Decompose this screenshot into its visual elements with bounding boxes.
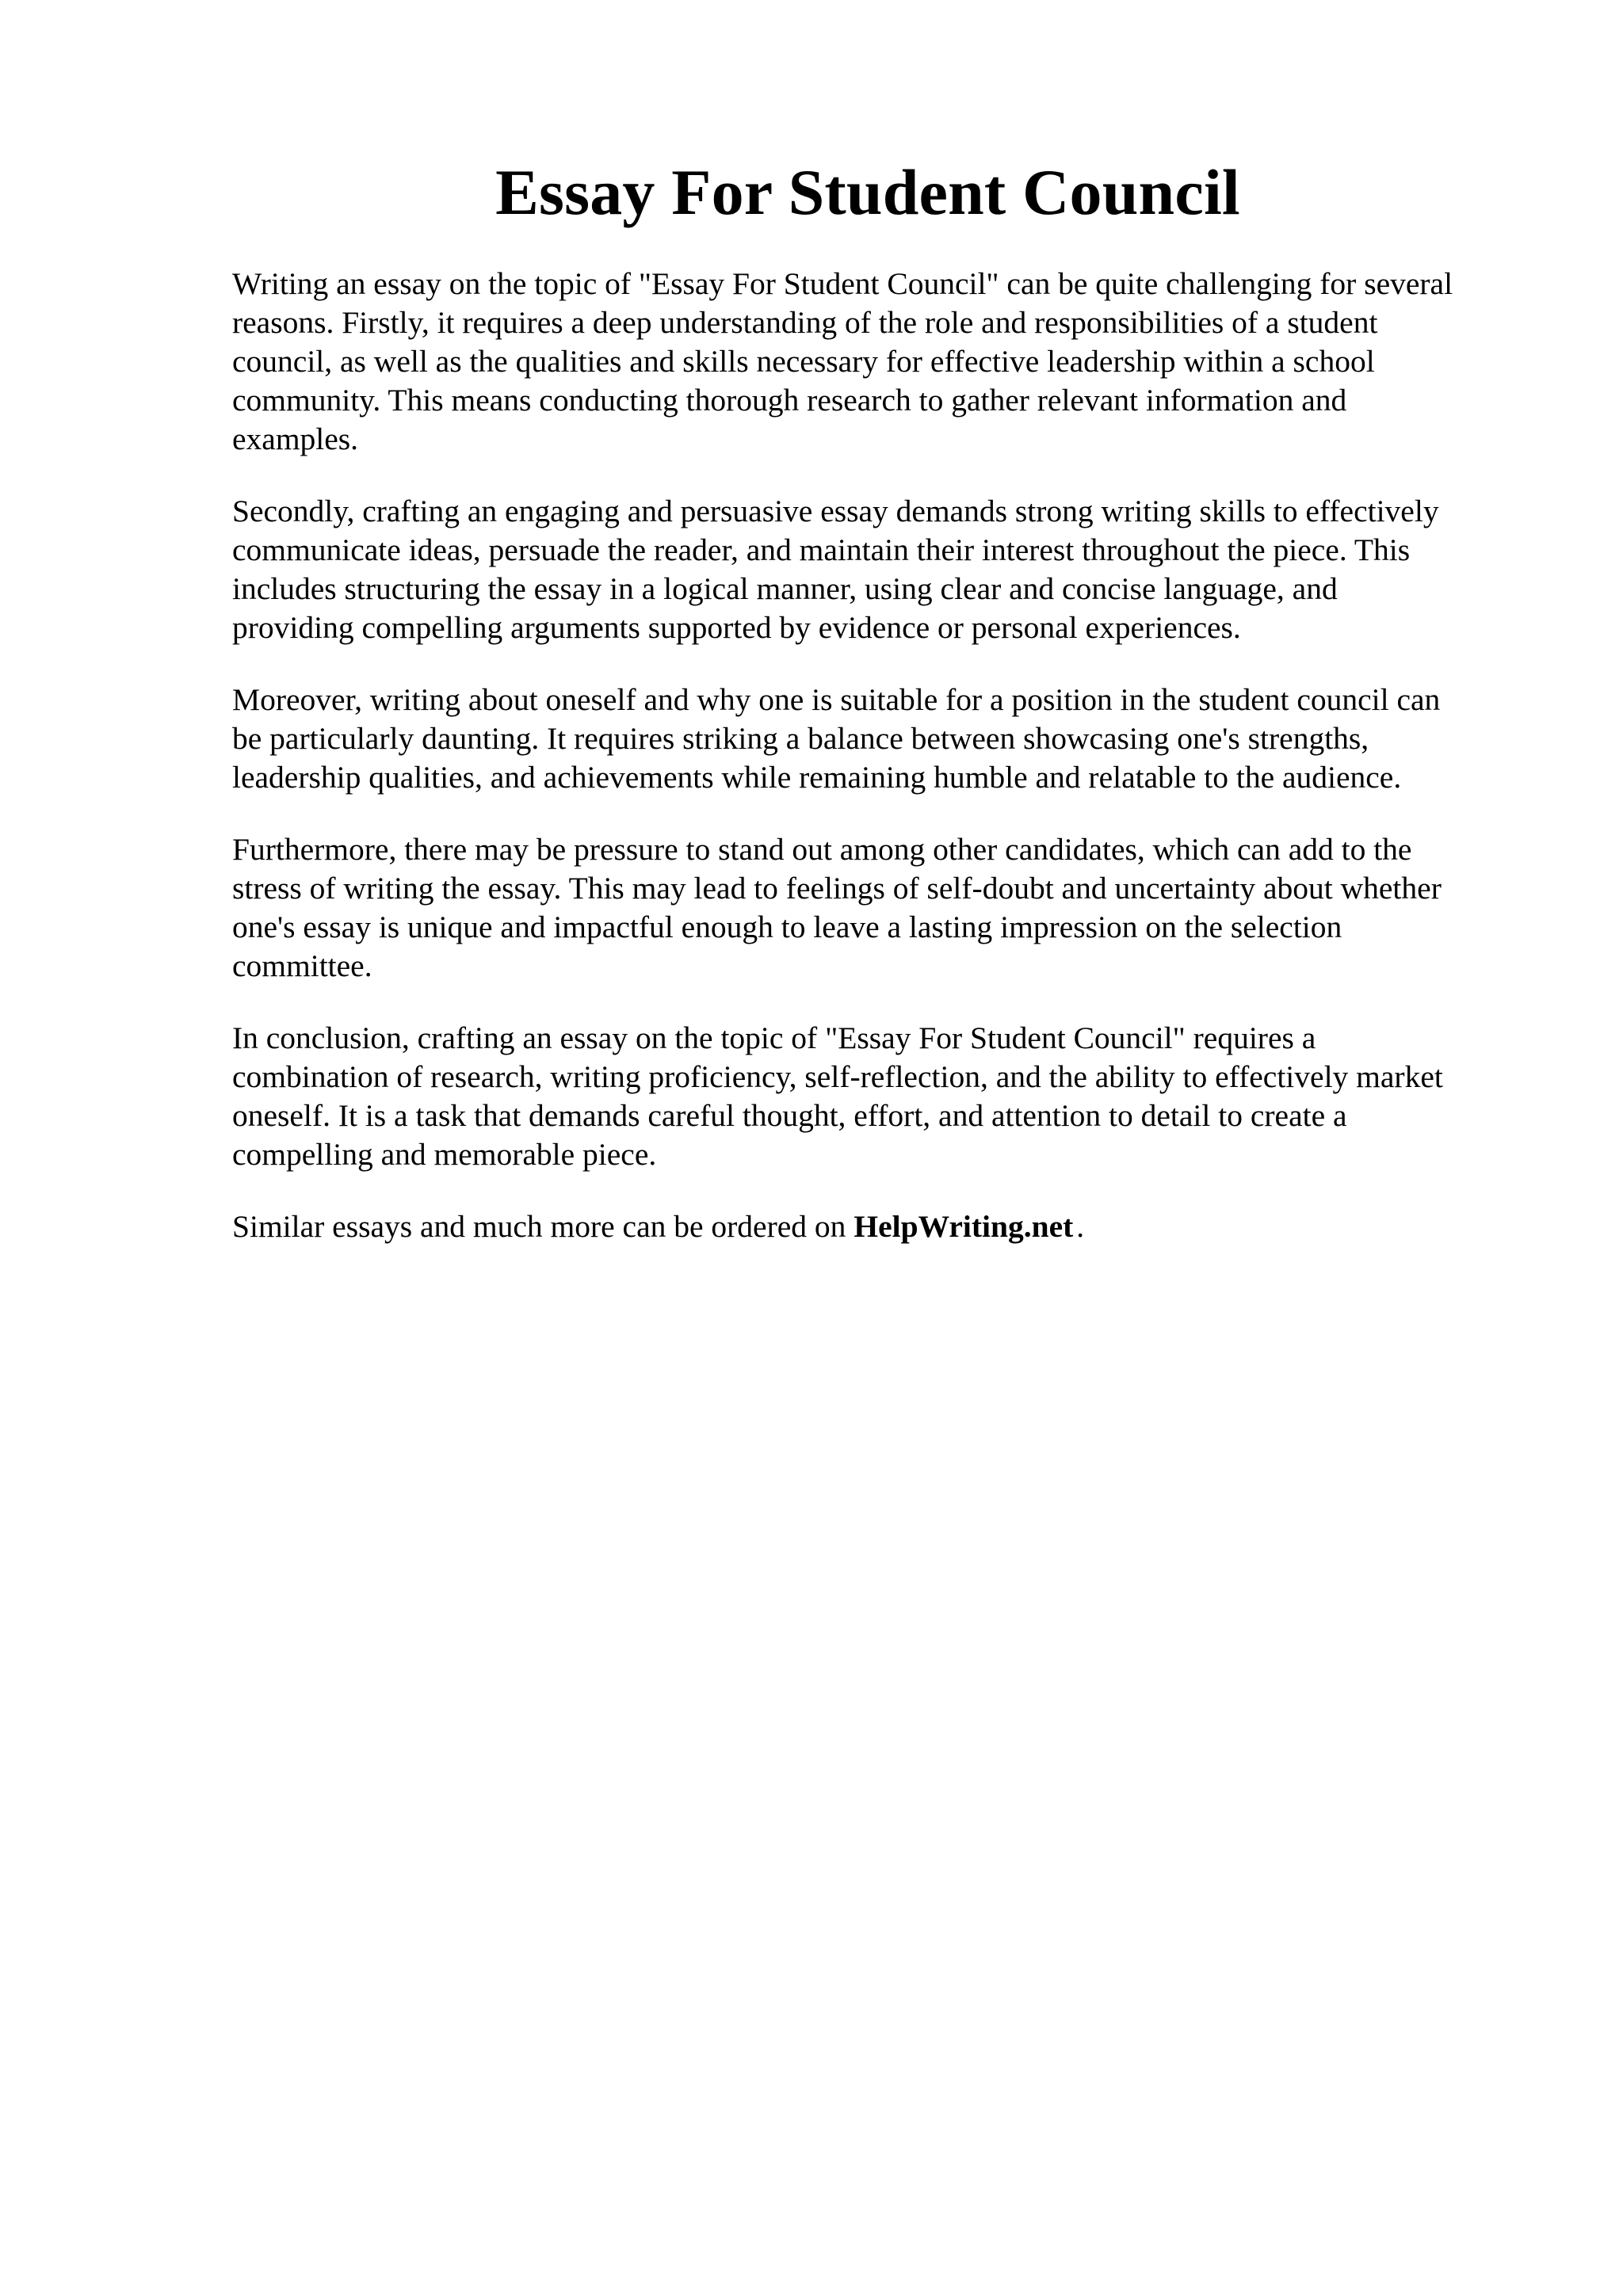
paragraph-line: leadership qualities, and achievements while remaining humble and relatable to the audience.	[232, 760, 1402, 795]
paragraph-line: compelling and memorable piece.	[232, 1137, 657, 1172]
paragraph-line: providing compelling arguments supported by evidence or personal experiences.	[232, 610, 1241, 645]
paragraph-line: council, as well as the qualities and skills necessary for effective leadership within a school	[232, 344, 1375, 379]
paragraph-line: communicate ideas, persuade the reader, and maintain their interest throughout the piece. This	[232, 532, 1411, 567]
paragraph-line: oneself. It is a task that demands careful thought, effort, and attention to detail to create a	[232, 1098, 1347, 1133]
paragraph-line: Furthermore, there may be pressure to stand out among other candidates, which can add to the	[232, 832, 1412, 867]
essay-body	[232, 265, 1532, 1246]
paragraph-line: combination of research, writing proficiency, self-reflection, and the ability to effectively market	[232, 1059, 1443, 1094]
order-note	[232, 1207, 1532, 1246]
paragraph-5	[232, 1019, 1532, 1174]
paragraph-line: Writing an essay on the topic of "Essay For Student Council" can be quite challenging for several	[232, 266, 1453, 301]
order-note-period: .	[1076, 1209, 1085, 1244]
paragraph-line: one's essay is unique and impactful enough to leave a lasting impression on the selection	[232, 910, 1342, 944]
paragraph-line: reasons. Firstly, it requires a deep understanding of the role and responsibilities of a student	[232, 305, 1378, 340]
paragraph-4	[232, 830, 1532, 986]
paragraph-line: Moreover, writing about oneself and why one is suitable for a position in the student council can	[232, 682, 1441, 717]
paragraph-line: community. This means conducting thorough research to gather relevant information and	[232, 383, 1347, 418]
helpwriting-link[interactable]: HelpWriting.net	[854, 1209, 1074, 1244]
paragraph-line: stress of writing the essay. This may lead to feelings of self-doubt and uncertainty about whether	[232, 871, 1442, 906]
paragraph-line: In conclusion, crafting an essay on the topic of "Essay For Student Council" requires a	[232, 1020, 1316, 1055]
paragraph-line: Secondly, crafting an engaging and persuasive essay demands strong writing skills to effectively	[232, 494, 1439, 528]
paragraph-line: be particularly daunting. It requires striking a balance between showcasing one's strengths,	[232, 721, 1369, 756]
paragraph-line: includes structuring the essay in a logical manner, using clear and concise language, and	[232, 571, 1338, 606]
paragraph-3	[232, 681, 1532, 797]
page-title: Essay For Student Council	[495, 156, 1240, 228]
paragraph-line: committee.	[232, 948, 372, 983]
paragraph-line: examples.	[232, 421, 359, 456]
paragraph-2	[232, 492, 1532, 647]
order-note-text: Similar essays and much more can be ordered on	[232, 1209, 846, 1244]
paragraph-1	[232, 265, 1532, 459]
